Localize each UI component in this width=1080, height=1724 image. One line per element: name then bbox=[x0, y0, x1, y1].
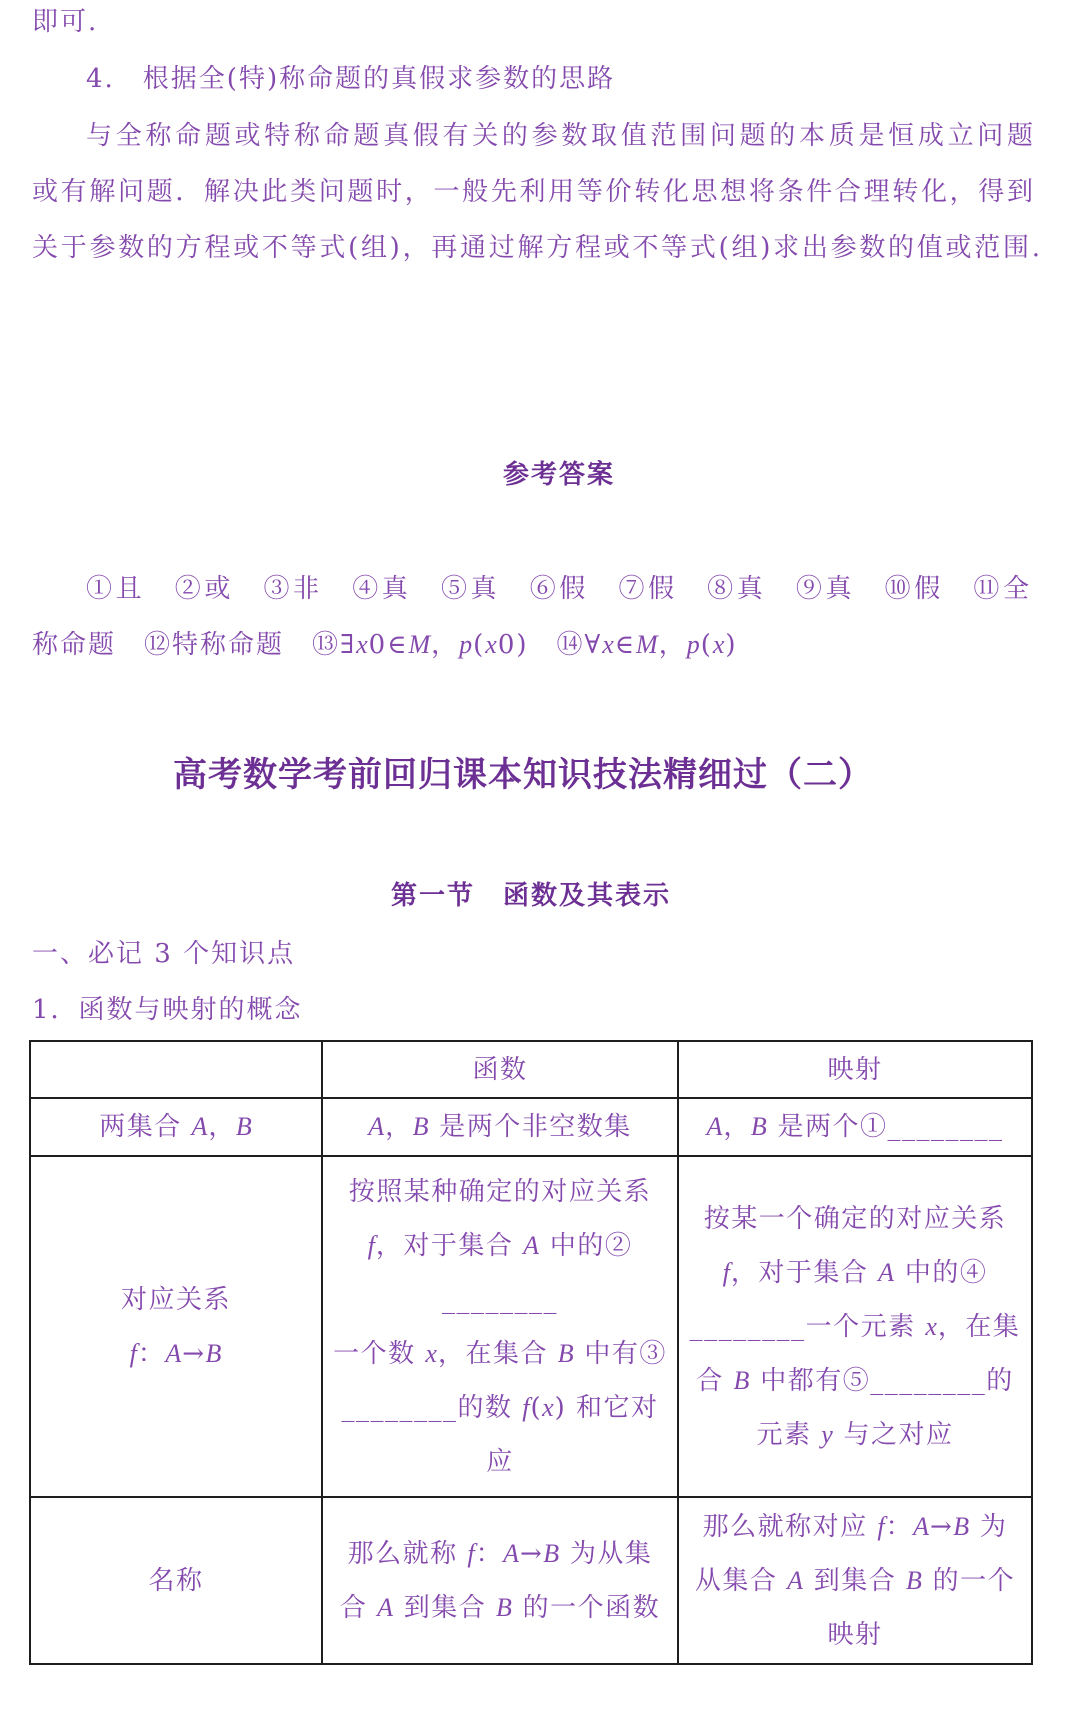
cell-line: ________的数 f(x) 和它对 bbox=[341, 1392, 659, 1423]
math-variable: A bbox=[878, 1257, 896, 1287]
cell-line: 那么就称对应 f：A→B 为 bbox=[702, 1511, 1008, 1542]
math-variable: A bbox=[368, 1112, 386, 1141]
math-variable: f bbox=[129, 1338, 138, 1368]
answers-line: ①且 ②或 ③非 ④真 ⑤真 ⑥假 ⑦假 ⑧真 ⑨真 ⑩假 ⑪全 bbox=[86, 574, 1031, 604]
answers-line: 称命题 ⑫特称命题 ⑬∃x0∈M，p(x0) ⑭∀x∈M，p(x) bbox=[32, 630, 738, 660]
cell-line: 按照某种确定的对应关系 bbox=[348, 1176, 652, 1207]
math-variable: M bbox=[636, 630, 659, 659]
math-variable: M bbox=[408, 630, 432, 659]
function-cell bbox=[322, 1497, 678, 1664]
table-row bbox=[30, 1156, 1032, 1497]
cell-line: f，对于集合 A 中的② bbox=[367, 1230, 633, 1261]
math-variable: B bbox=[750, 1112, 768, 1141]
cell-line: 从集合 A 到集合 B 的一个 bbox=[694, 1565, 1016, 1596]
math-variable: p bbox=[459, 630, 474, 659]
mapping-cell bbox=[678, 1156, 1032, 1497]
cell-line: f：A→B bbox=[129, 1338, 223, 1369]
cell-line: 名称 bbox=[148, 1565, 204, 1596]
mapping-cell bbox=[678, 1497, 1032, 1664]
table-header-mapping bbox=[678, 1041, 1032, 1098]
cell-line: 映射 bbox=[827, 1619, 883, 1650]
continuation-text: 即可. bbox=[32, 7, 99, 37]
math-variable: p bbox=[686, 630, 701, 659]
math-variable: x bbox=[925, 1311, 938, 1341]
math-variable: A bbox=[165, 1338, 183, 1368]
cell-line: f，对于集合 A 中的④ bbox=[722, 1257, 988, 1288]
paragraph-line: 与全称命题或特称命题真假有关的参数取值范围问题的本质是恒成立问题 bbox=[86, 121, 1035, 151]
math-variable: x bbox=[602, 630, 615, 659]
cell-line: A，B 是两个非空数集 bbox=[368, 1112, 632, 1142]
math-variable: f bbox=[367, 1230, 376, 1260]
cell-line: 合 A 到集合 B 的一个函数 bbox=[339, 1592, 661, 1623]
row-label-cell bbox=[30, 1098, 322, 1156]
math-variable: B bbox=[205, 1338, 223, 1368]
math-variable: y bbox=[821, 1419, 834, 1449]
paragraph-line: 或有解问题．解决此类问题时，一般先利用等价转化思想将条件合理转化，得到 bbox=[32, 177, 1035, 207]
cell-line: ________ bbox=[442, 1284, 558, 1315]
math-variable: B bbox=[235, 1112, 253, 1141]
math-variable: x bbox=[356, 630, 369, 659]
math-variable: B bbox=[496, 1592, 513, 1622]
math-variable: A bbox=[377, 1592, 394, 1622]
math-variable: A bbox=[913, 1511, 930, 1541]
math-variable: B bbox=[906, 1565, 923, 1595]
math-variable: A bbox=[787, 1565, 804, 1595]
function-cell bbox=[322, 1156, 678, 1497]
math-variable: f bbox=[522, 1392, 531, 1422]
math-variable: B bbox=[733, 1365, 751, 1395]
subsection-heading: 4. 根据全(特)称命题的真假求参数的思路 bbox=[86, 64, 616, 94]
cell-line: 对应关系 bbox=[120, 1284, 231, 1315]
math-variable: x bbox=[425, 1338, 438, 1368]
math-variable: A bbox=[523, 1230, 541, 1260]
math-variable: A bbox=[706, 1112, 724, 1141]
row-label-cell bbox=[30, 1156, 322, 1497]
cell-line: 一个数 x，在集合 B 中有③ bbox=[333, 1338, 667, 1369]
cell-line: A，B 是两个①________ bbox=[706, 1112, 1004, 1142]
table-row bbox=[30, 1497, 1032, 1664]
math-variable: x bbox=[485, 630, 498, 659]
cell-line: ________一个元素 x，在集 bbox=[689, 1311, 1021, 1342]
outline-heading-level-2: 1．函数与映射的概念 bbox=[32, 995, 303, 1025]
math-variable: x bbox=[542, 1392, 555, 1422]
math-variable: B bbox=[412, 1112, 430, 1141]
math-variable: B bbox=[557, 1338, 575, 1368]
column-header: 映射 bbox=[827, 1054, 883, 1085]
math-variable: f bbox=[467, 1538, 476, 1568]
table-row bbox=[30, 1098, 1032, 1156]
math-variable: f bbox=[877, 1511, 886, 1541]
function-mapping-table bbox=[29, 1040, 1033, 1665]
table-header-row bbox=[30, 1041, 1032, 1098]
row-label-cell bbox=[30, 1497, 322, 1664]
math-variable: x bbox=[712, 630, 726, 659]
function-cell bbox=[322, 1098, 678, 1156]
section-title: 第一节 函数及其表示 bbox=[390, 881, 671, 911]
cell-line: 元素 y 与之对应 bbox=[756, 1419, 954, 1450]
mapping-cell bbox=[678, 1098, 1032, 1156]
outline-heading-level-1: 一、必记 3 个知识点 bbox=[32, 939, 296, 969]
answers-title: 参考答案 bbox=[502, 460, 615, 490]
math-variable: A bbox=[503, 1538, 520, 1568]
table-header-function bbox=[322, 1041, 678, 1098]
math-variable: A bbox=[191, 1112, 209, 1141]
chapter-title: 高考数学考前回归课本知识技法精细过（二） bbox=[173, 755, 873, 795]
cell-line: 那么就称 f：A→B 为从集 bbox=[347, 1538, 653, 1569]
cell-line: 应 bbox=[486, 1446, 514, 1477]
paragraph-line: 关于参数的方程或不等式(组)，再通过解方程或不等式(组)求出参数的值或范围. bbox=[32, 233, 1042, 263]
math-variable: B bbox=[953, 1511, 971, 1541]
cell-line: 按某一个确定的对应关系 bbox=[703, 1203, 1007, 1234]
cell-line: 合 B 中都有⑤________的 bbox=[696, 1365, 1014, 1396]
table-corner-cell bbox=[30, 1041, 322, 1098]
column-header: 函数 bbox=[472, 1054, 528, 1085]
cell-line: 两集合 A，B bbox=[99, 1112, 253, 1142]
math-variable: f bbox=[722, 1257, 731, 1287]
math-variable: B bbox=[543, 1538, 561, 1568]
